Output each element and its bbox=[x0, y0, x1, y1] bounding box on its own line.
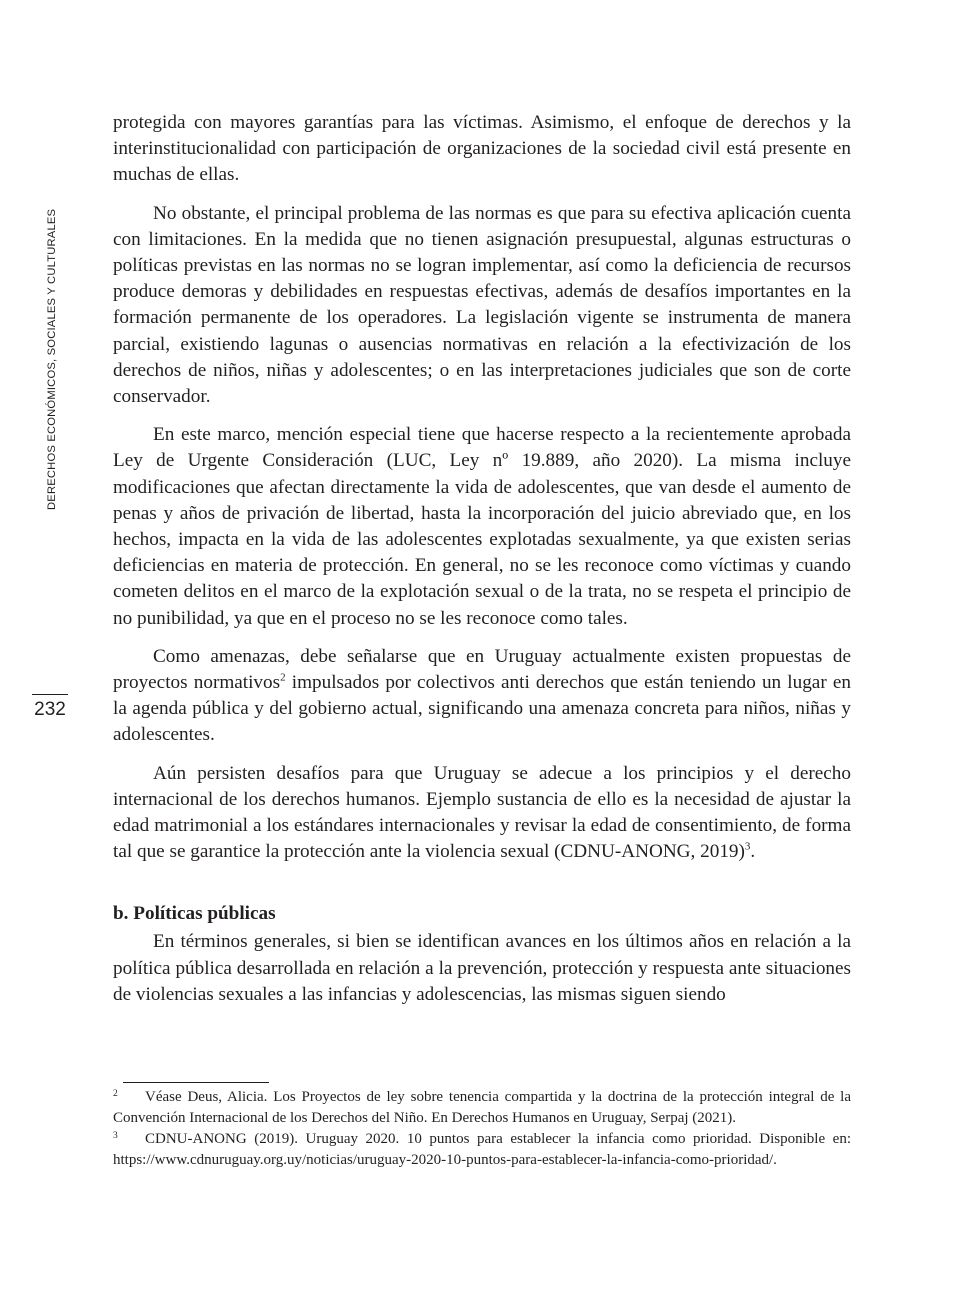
footnote-3 bbox=[113, 1129, 851, 1171]
footnote-ref-3: 3 bbox=[744, 840, 751, 853]
footnotes bbox=[113, 1087, 851, 1171]
footnote-ref-2: 2 bbox=[280, 671, 286, 684]
footnote-text: CDNU-ANONG (2019). Uruguay 2020. 10 puntos para establecer la infancia como prioridad. Disponible en: https://www.cdnuruguay.org.uy/noticias/uruguay-2020-10-puntos-para-establecer-la-infancia-como-prioridad/. bbox=[113, 1131, 851, 1168]
paragraph-3: En este marco, mención especial tiene que hacerse respecto a la recientemente aprobada Ley de Urgente Consideración (LUC, Ley nº 19.889, año 2020). La misma incluye modificaciones que afectan directamente la vida de adolescentes, que van desde el aumento de penas y años de privación de libertad, hasta la incorporación del juicio abreviado que, en los hechos, impacta en la vida de las adolescentes explotadas sexualmente, ya que existen serias deficiencias en materia de protección. En general, no se les reconoce como víctimas y cuando cometen delitos en el marco de la explotación sexual o de la trata, no se respeta el principio de no punibilidad, ya que en el proceso no se les reconoce como tales. bbox=[113, 424, 851, 629]
footnote-number: 3 bbox=[113, 1131, 118, 1141]
main-text bbox=[113, 110, 851, 1020]
paragraph-5-text-a: Aún persisten desafíos para que Uruguay se adecue a los principios y el derecho internacional de los derechos humanos. Ejemplo sustancia de ello es la necesidad de ajustar la edad matrimonial a los estándares internacionales y revisar la edad de consentimiento, de forma tal que se garantice la protección ante la violencia sexual (CDNU-ANONG, 2019) bbox=[113, 762, 851, 863]
section-heading: b. Políticas públicas bbox=[113, 903, 276, 925]
paragraph-4-text-b: impulsados por colectivos anti derechos que están teniendo un lugar en la agenda pública y del gobierno actual, significando una amenaza concreta para niños, niñas y adolescentes. bbox=[113, 672, 851, 746]
page-number: 232 bbox=[34, 699, 66, 720]
paragraph-5-text-b: . bbox=[750, 841, 756, 863]
footnote-2 bbox=[113, 1087, 851, 1129]
paragraph-4 bbox=[113, 644, 851, 749]
footnote-number: 2 bbox=[113, 1089, 118, 1099]
running-header-vertical: DERECHOS ECONÓMICOS, SOCIALES Y CULTURALES bbox=[46, 208, 58, 510]
paragraph-5 bbox=[113, 761, 851, 866]
footnote-text: Véase Deus, Alicia. Los Proyectos de ley sobre tenencia compartida y la doctrina de la protección integral de la Convención Internacional de los Derechos del Niño. En Derechos Humanos en Uruguay, Serpaj (2021). bbox=[113, 1089, 851, 1126]
footnote-separator bbox=[123, 1082, 269, 1083]
page-number-rule bbox=[32, 694, 68, 695]
paragraph-6: En términos generales, si bien se identifican avances en los últimos años en relación a la política pública desarrollada en relación a la prevención, protección y respuesta ante situaciones de violencias sexuales a las infancias y adolescencias, las mismas siguen siendo bbox=[113, 931, 851, 1005]
paragraph-2: No obstante, el principal problema de las normas es que para su efectiva aplicación cuenta con limitaciones. En la medida que no tienen asignación presupuestal, algunas estructuras o políticas previstas en las normas no se logran implementar, así como la deficiencia de recursos produce demoras y debilidades en respuestas efectivas, además de desafíos importantes en la formación permanente de los operadores. La legislación vigente se instrumenta de manera parcial, existiendo lagunas o ausencias normativas en relación a la efectivización de los derechos de niños, niñas y adolescentes; o en las interpretaciones judiciales que son de corte conservador. bbox=[113, 202, 851, 408]
paragraph-1: protegida con mayores garantías para las víctimas. Asimismo, el enfoque de derechos y la interinstitucionalidad con participación de organizaciones de la sociedad civil está presente en muchas de ellas. bbox=[113, 112, 851, 186]
paragraph-4-text-a: Como amenazas, debe señalarse que en Uruguay actualmente existen propuestas de proyectos normativos bbox=[113, 645, 851, 694]
